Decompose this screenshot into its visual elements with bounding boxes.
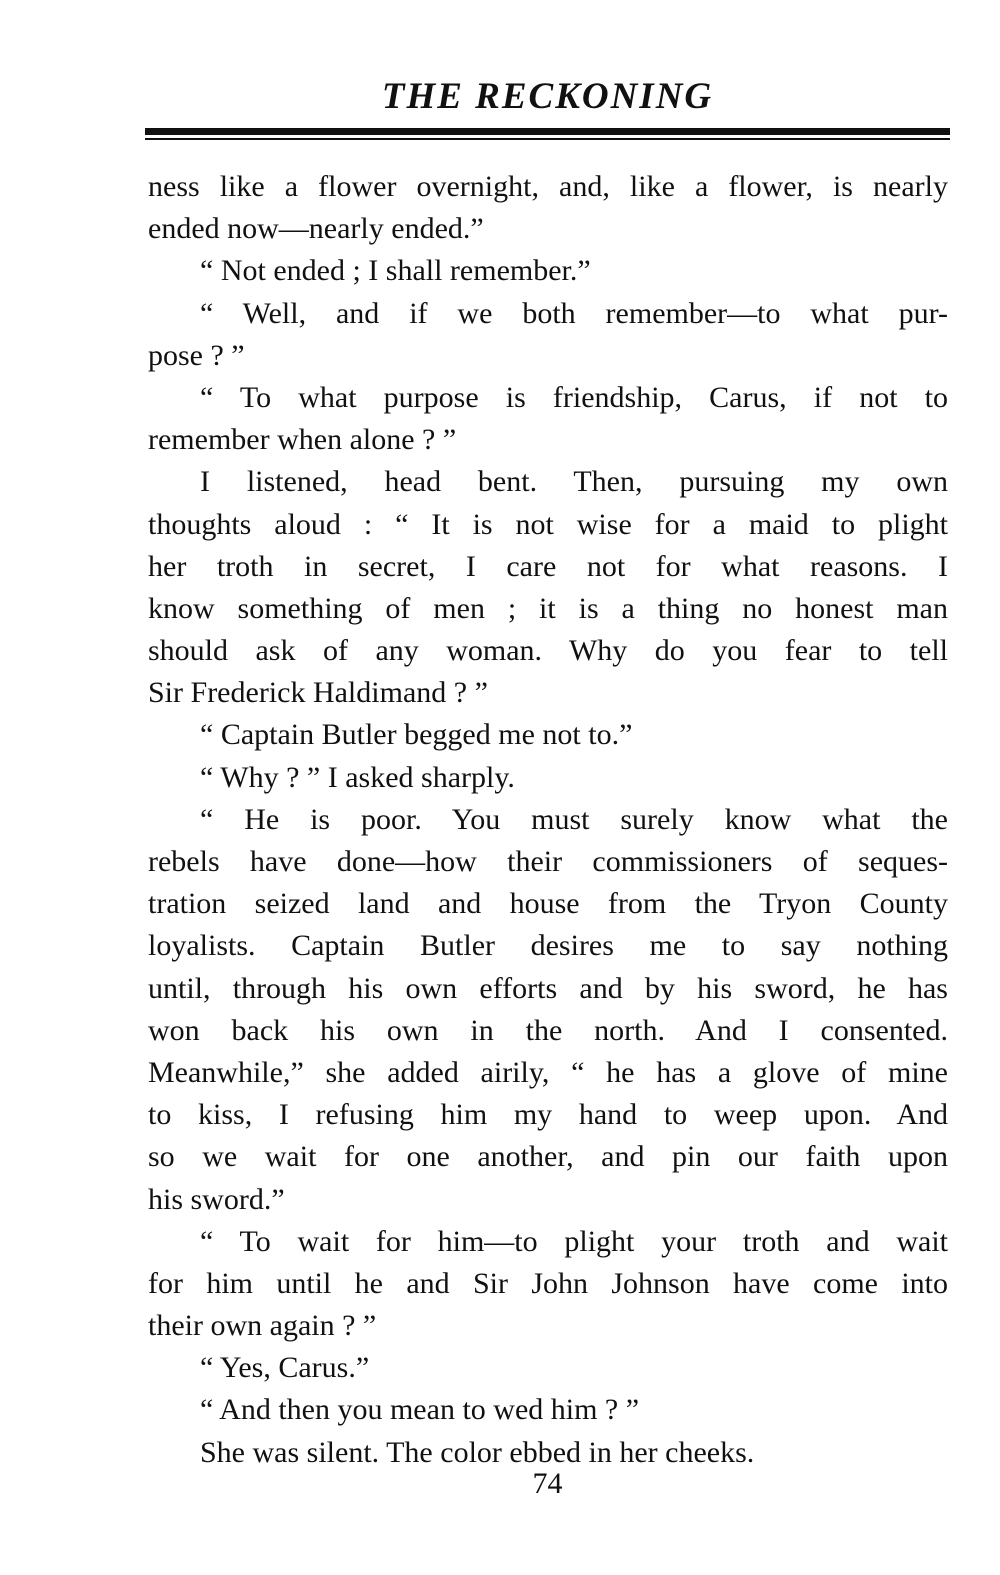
text-line: “ Not ended ; I shall remember.” xyxy=(200,254,591,288)
text-line: know something of men ; it is a thing no honest man xyxy=(148,591,948,625)
header-rule-thin xyxy=(145,138,950,140)
text-line: pose ? ” xyxy=(148,338,245,372)
text-line: their own again ? ” xyxy=(148,1309,377,1343)
running-title: THE RECKONING xyxy=(381,76,714,117)
text-line: his sword.” xyxy=(148,1182,285,1216)
text-line: until, through his own efforts and by his sword, he has xyxy=(148,971,948,1005)
text-line: tration seized land and house from the Tryon County xyxy=(148,887,948,921)
text-line: rebels have done—how their commissioners of seques- xyxy=(148,845,948,878)
page-number: 74 xyxy=(532,1467,563,1500)
body-text xyxy=(148,166,948,1474)
header-rule-thick xyxy=(145,128,950,135)
text-line: her troth in secret, I care not for what reasons. I xyxy=(148,549,948,583)
text-line: “ Yes, Carus.” xyxy=(200,1351,370,1385)
text-line: “ And then you mean to wed him ? ” xyxy=(200,1393,640,1427)
text-line: ness like a flower overnight, and, like a flower, is nearly xyxy=(148,170,948,203)
text-line: “ To what purpose is friendship, Carus, if not to xyxy=(200,380,948,414)
text-line: “ He is poor. You must surely know what the xyxy=(200,802,948,836)
text-line: ended now—nearly ended.” xyxy=(148,212,484,246)
text-line: thoughts aloud : “ It is not wise for a maid to plight xyxy=(148,507,948,541)
text-line: She was silent. The color ebbed in her cheeks. xyxy=(200,1435,755,1469)
text-line: remember when alone ? ” xyxy=(148,423,457,457)
text-line: I listened, head bent. Then, pursuing my own xyxy=(200,465,948,499)
text-line: “ Well, and if we both remember—to what pur- xyxy=(200,296,948,330)
text-line: so we wait for one another, and pin our faith upon xyxy=(148,1140,948,1174)
text-line: to kiss, I refusing him my hand to weep upon. And xyxy=(148,1098,948,1132)
text-line: for him until he and Sir John Johnson have come into xyxy=(148,1266,948,1300)
text-line: Meanwhile,” she added airily, “ he has a glove of mine xyxy=(148,1055,948,1089)
text-line: “ To wait for him—to plight your troth and wait xyxy=(200,1224,948,1258)
text-line: should ask of any woman. Why do you fear to tell xyxy=(148,634,948,668)
text-line: “ Captain Butler begged me not to.” xyxy=(200,718,633,752)
text-line: “ Why ? ” I asked sharply. xyxy=(200,760,515,794)
text-line: loyalists. Captain Butler desires me to say nothing xyxy=(148,929,948,963)
text-line: Sir Frederick Haldimand ? ” xyxy=(148,676,488,710)
text-line: won back his own in the north. And I consented. xyxy=(148,1013,948,1047)
